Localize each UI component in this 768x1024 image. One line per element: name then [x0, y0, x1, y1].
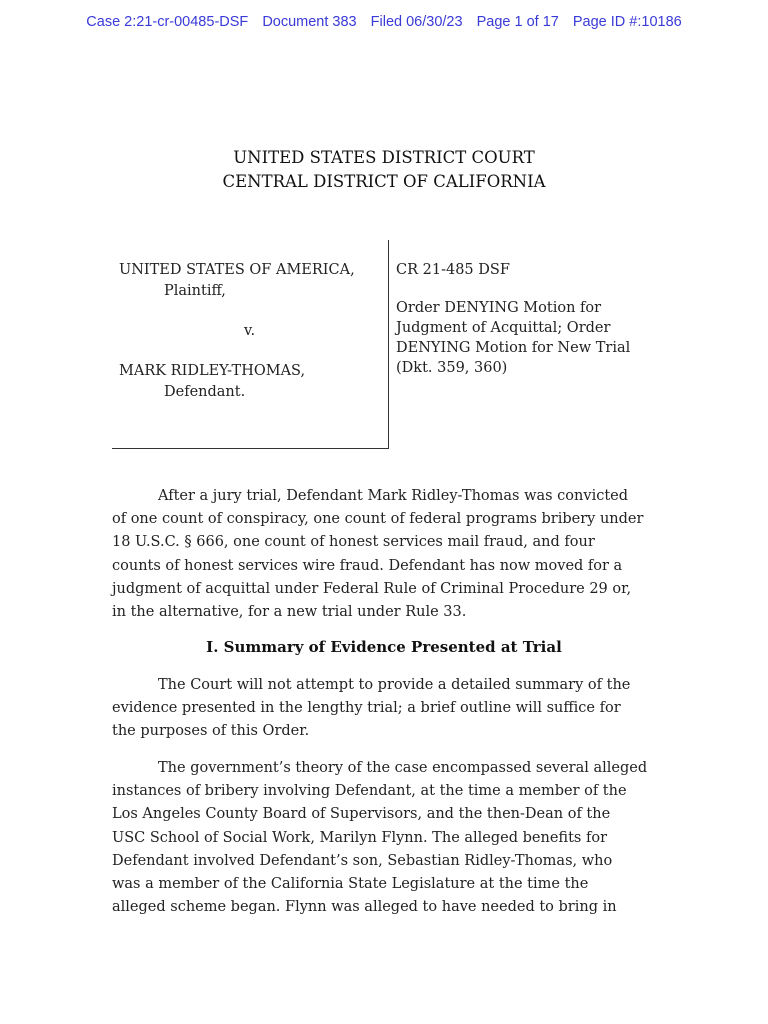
order-title [396, 298, 656, 378]
header-page-id: Page ID #:10186 [572, 14, 682, 30]
paragraph-line: judgment of acquittal under Federal Rule of Criminal Procedure 29 or, [112, 580, 632, 597]
paragraph-line: The Court will not attempt to provide a detailed summary of the [158, 677, 631, 693]
defendant-name: MARK RIDLEY-THOMAS, [119, 363, 306, 379]
paragraph-line: in the alternative, for a new trial under Rule 33. [112, 603, 467, 620]
plaintiff-name: UNITED STATES OF AMERICA, [119, 262, 355, 278]
order-title-line: DENYING Motion for New Trial [396, 340, 631, 356]
paragraph-line: alleged scheme began. Flynn was alleged to have needed to bring in [112, 899, 617, 916]
paragraph-line: USC School of Social Work, Marilyn Flynn. The alleged benefits for [112, 829, 607, 846]
paragraph-summary [112, 674, 657, 744]
paragraph-line: evidence presented in the lengthy trial; a brief outline will suffice for [112, 700, 621, 717]
header-case-number: Case 2:21-cr-00485-DSF [86, 14, 249, 30]
court-line-2: CENTRAL DISTRICT OF CALIFORNIA [222, 172, 546, 191]
versus: v. [244, 323, 256, 339]
paragraph-line: counts of honest services wire fraud. Defendant has now moved for a [112, 557, 623, 574]
paragraph-line: 18 U.S.C. § 666, one count of honest services mail fraud, and four [112, 534, 595, 551]
case-number: CR 21-485 DSF [396, 262, 510, 278]
caption-case-info [396, 262, 656, 378]
plaintiff-role: Plaintiff, [164, 283, 226, 299]
order-title-line: (Dkt. 359, 360) [396, 360, 508, 376]
order-title-line: Order DENYING Motion for [396, 300, 602, 316]
paragraph-line: After a jury trial, Defendant Mark Ridley-Thomas was convicted [158, 488, 629, 504]
paragraph-line: Defendant involved Defendant’s son, Sebastian Ridley-Thomas, who [112, 852, 613, 869]
paragraph-line: The government’s theory of the case encompassed several alleged [158, 760, 648, 776]
court-title [0, 146, 768, 194]
paragraph-line: Los Angeles County Board of Supervisors, and the then-Dean of the [112, 806, 611, 823]
caption-parties [112, 240, 389, 449]
paragraph-theory [112, 757, 657, 919]
header-document: Document 383 [262, 14, 357, 30]
defendant-role: Defendant. [164, 384, 246, 400]
paragraph-intro [112, 485, 657, 624]
paragraph-line: instances of bribery involving Defendant, at the time a member of the [112, 783, 627, 800]
paragraph-line: was a member of the California State Legislature at the time the [112, 875, 589, 892]
order-title-line: Judgment of Acquittal; Order [396, 320, 611, 336]
paragraph-line: of one count of conspiracy, one count of federal programs bribery under [112, 511, 644, 528]
filing-header [0, 14, 768, 30]
header-filed: Filed 06/30/23 [370, 14, 463, 30]
section-heading: I. Summary of Evidence Presented at Trial [206, 638, 562, 656]
paragraph-line: the purposes of this Order. [112, 723, 310, 740]
header-page: Page 1 of 17 [476, 14, 559, 30]
court-line-1: UNITED STATES DISTRICT COURT [233, 148, 535, 167]
